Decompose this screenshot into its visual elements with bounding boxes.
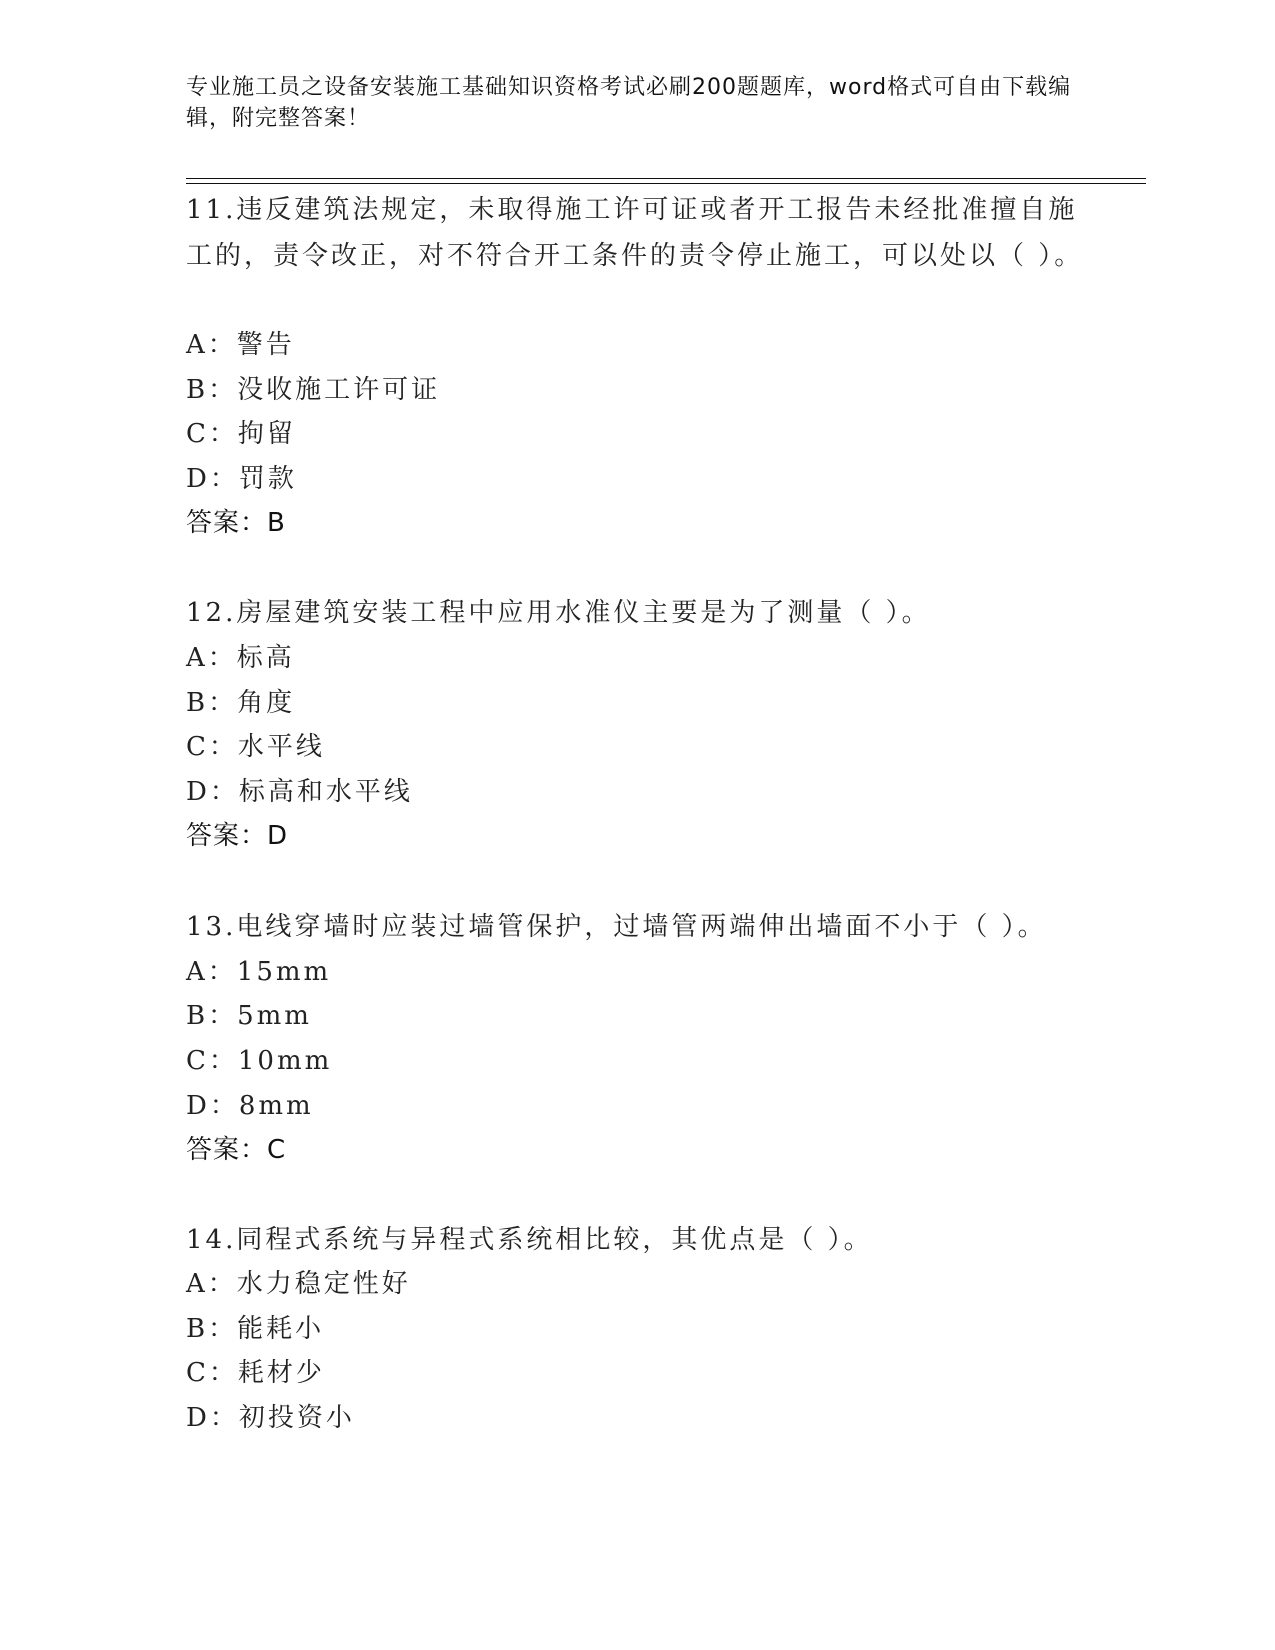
question-13-option-b: B：5mm: [186, 1001, 312, 1031]
question-14-option-d: D：初投资小: [186, 1403, 355, 1433]
question-14-option-a: A：水力稳定性好: [186, 1269, 411, 1299]
question-12-option-b: B：角度: [186, 688, 296, 718]
document-header: 专业施工员之设备安装施工基础知识资格考试必刷200题题库，word格式可自由下载编辑，附完整答案！: [186, 75, 1072, 131]
header-divider-bottom: [186, 183, 1146, 184]
question-12-answer: 答案：D: [186, 821, 289, 851]
question-13-option-d: D：8mm: [186, 1091, 314, 1121]
question-14-stem: 14.同程式系统与异程式系统相比较，其优点是（ ）。: [186, 1225, 873, 1255]
question-11-option-b: B：没收施工许可证: [186, 375, 441, 405]
question-11-answer: 答案：B: [186, 508, 286, 538]
question-11-stem: 11.违反建筑法规定，未取得施工许可证或者开工报告未经批准擅自施工的，责令改正，对不符合开工条件的责令停止施工，可以处以（ ）。: [186, 195, 1084, 271]
question-12-option-c: C：水平线: [186, 732, 325, 762]
question-11-option-a: A：警告: [186, 330, 295, 360]
question-14-option-b: B：能耗小: [186, 1314, 325, 1344]
question-12-option-a: A：标高: [186, 643, 295, 673]
question-12-stem: 12.房屋建筑安装工程中应用水准仪主要是为了测量（ ）。: [186, 598, 931, 628]
question-11-option-d: D：罚款: [186, 464, 297, 494]
question-14-option-c: C：耗材少: [186, 1358, 325, 1388]
question-12-option-d: D：标高和水平线: [186, 777, 413, 807]
question-13-stem: 13.电线穿墙时应装过墙管保护，过墙管两端伸出墙面不小于（ ）。: [186, 912, 1047, 942]
question-13-option-c: C：10mm: [186, 1046, 333, 1076]
question-11-option-c: C：拘留: [186, 419, 296, 449]
question-13-answer: 答案：C: [186, 1135, 287, 1165]
question-13-option-a: A：15mm: [186, 957, 332, 987]
header-divider-top: [186, 178, 1146, 179]
